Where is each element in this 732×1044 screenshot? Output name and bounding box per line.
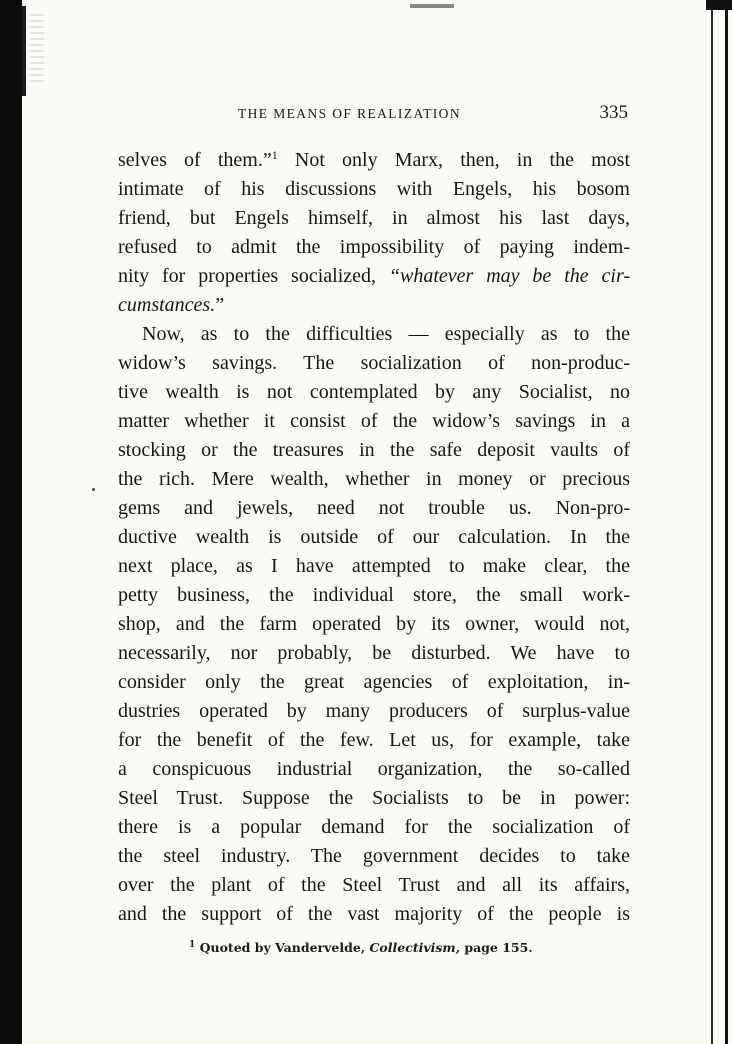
text-line: Steel Trust. Suppose the Socialists to be in power:: [118, 787, 630, 809]
text-line: for the benefit of the few. Let us, for example, take: [118, 729, 630, 751]
text-line: ductive wealth is outside of our calculation. In the: [118, 526, 630, 548]
running-head: [118, 102, 630, 126]
binding-edge: [0, 0, 22, 1044]
right-page-edge: [711, 0, 728, 1044]
text-line: stocking or the treasures in the safe deposit vaults of: [118, 439, 630, 461]
text-line: there is a popular demand for the socialization of: [118, 816, 630, 838]
text-line: petty business, the individual store, the small work-: [118, 584, 630, 606]
footnote: $^1$ Quoted by Vandervelde, Collectivism, page 155.: [189, 940, 533, 955]
text-line: dustries operated by many producers of surplus-value: [118, 700, 630, 722]
text-line: tive wealth is not contemplated by any Socialist, no: [118, 381, 630, 403]
italic-quote: “whatever may be the cir-: [388, 265, 630, 287]
footnote-reference: 1: [271, 148, 278, 162]
text-line: a conspicuous industrial organization, the so-called: [118, 758, 630, 780]
text-line: nity for properties socialized, “whatever may be the cir-: [118, 265, 630, 287]
body-text: [118, 146, 630, 929]
text-line: gems and jewels, need not trouble us. Non-pro-: [118, 497, 630, 519]
running-head-title: THE MEANS OF REALIZATION: [238, 106, 461, 121]
italic-quote: cumstances.: [118, 294, 216, 316]
text-line: and the support of the vast majority of the people is: [118, 903, 630, 925]
text-line: consider only the great agencies of exploitation, in-: [118, 671, 630, 693]
footnote-book-title: Collectivism,: [369, 940, 460, 955]
binding-notch: [22, 6, 26, 96]
text-line: intimate of his discussions with Engels, his bosom: [118, 178, 630, 200]
text-line: over the plant of the Steel Trust and all its affairs,: [118, 874, 630, 896]
binding-speckle: [30, 14, 44, 84]
text-line: the steel industry. The government decides to take: [118, 845, 630, 867]
footnote-marker: 1: [189, 940, 196, 950]
right-page-edge-top: [706, 0, 732, 10]
text-line: necessarily, nor probably, be disturbed. We have to: [118, 642, 630, 664]
page-number: 335: [599, 102, 628, 123]
text-line: refused to admit the impossibility of paying indem-: [118, 236, 630, 258]
text-line: friend, but Engels himself, in almost his last days,: [118, 207, 630, 229]
text-line: matter whether it consist of the widow’s savings in a: [118, 410, 630, 432]
text-line: next place, as I have attempted to make clear, the: [118, 555, 630, 577]
text-line-paragraph-start: Now, as to the difficulties — especially as to the: [142, 323, 630, 345]
text-line: the rich. Mere wealth, whether in money or precious: [118, 468, 630, 490]
margin-speck: [92, 488, 95, 491]
text-line: selves of them.”$^1$ Not only Marx, then, in the most: [118, 148, 630, 171]
text-line: shop, and the farm operated by its owner, would not,: [118, 613, 630, 635]
text-line: widow’s savings. The socialization of non-produc-: [118, 352, 630, 374]
top-edge-mark: [410, 4, 454, 8]
text-line: cumstances.”: [118, 294, 225, 316]
